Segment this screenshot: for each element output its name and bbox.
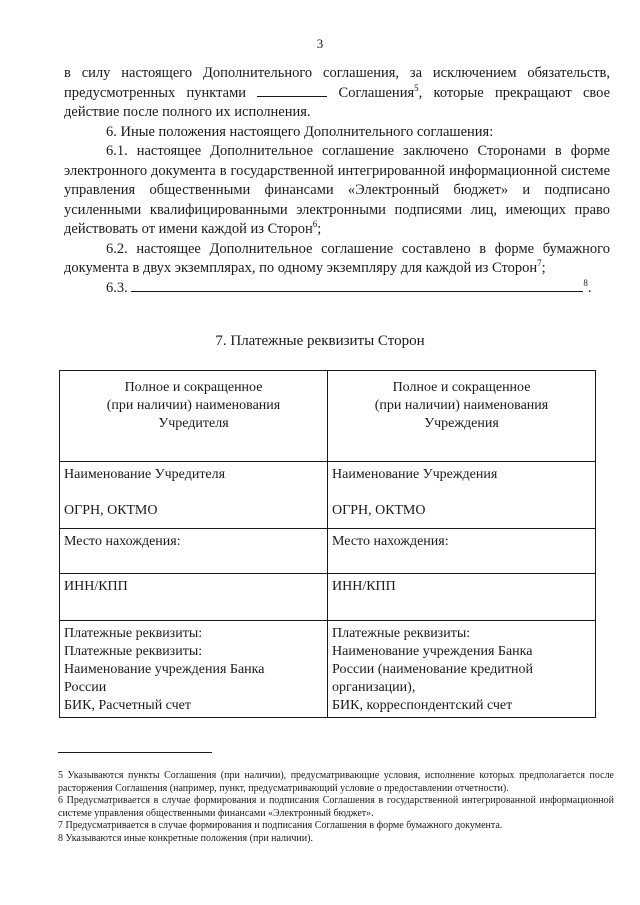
blank-line — [131, 279, 583, 292]
footnote-8: 8 Указываются иные конкретные положения (при наличии). — [58, 832, 313, 844]
footnote-ref-6: 6 — [312, 219, 318, 230]
footnotes — [58, 770, 614, 846]
footnote-separator — [58, 752, 212, 753]
paragraph-6-3: 6.3. $^8$. — [106, 277, 592, 296]
footnote-7: 7 Предусматривается в случае формирования и подписания Соглашения в форме бумажного документа. — [58, 820, 503, 832]
institution-header-cell: Полное и сокращенное (при наличии) наименования Учреждения — [328, 371, 596, 462]
section-title: 7. Платежные реквизиты Сторон — [215, 333, 425, 349]
founder-inn-cell: ИНН/КПП — [60, 574, 328, 621]
institution-inn-cell: ИНН/КПП — [328, 574, 596, 621]
institution-location-cell: Место нахождения: — [328, 529, 596, 574]
table-row — [60, 574, 596, 621]
table-row — [60, 462, 596, 529]
body-text — [64, 64, 610, 298]
table-header-row — [60, 371, 596, 462]
table-row — [60, 529, 596, 574]
founder-name-cell: Наименование Учредителя ОГРН, ОКТМО — [60, 462, 328, 529]
founder-location-cell: Место нахождения: — [60, 529, 328, 574]
institution-name-cell: Наименование Учреждения ОГРН, ОКТМО — [328, 462, 596, 529]
paragraph-6-1: 6.1. настоящее Дополнительное соглашение заключено Сторонами в форме электронного документа в государственной интегрированной информационной системе управления общественными финансами «Электронный бюджет» и подписано усиленными квалифицированными электронными подписями лиц, имеющих право действовать от имени каждой из Сторон$^6$; — [64, 143, 610, 237]
paragraph-termination: в силу настоящего Дополнительного соглашения, за исключением обязательств, предусмотренных пунктами Соглашения$^5$, которые прекращают свое действие после полного их исполнения. — [64, 65, 610, 120]
footnote-ref-8: 8 — [583, 277, 588, 288]
footnote-ref-7: 7 — [537, 258, 542, 269]
paragraph-other-provisions: 6. Иные положения настоящего Дополнительного соглашения: — [106, 123, 494, 140]
founder-header-cell: Полное и сокращенное (при наличии) наименования Учредителя — [60, 371, 328, 462]
institution-payment-cell: Платежные реквизиты: Наименование учреждения Банка России (наименование кредитной организации), БИК, корреспондентский счет — [328, 621, 596, 718]
founder-payment-cell: Платежные реквизиты: Платежные реквизиты: Наименование учреждения Банка России БИК, Расчетный счет — [60, 621, 328, 718]
paragraph-6-2: 6.2. настоящее Дополнительное соглашение составлено в форме бумажного документа в двух экземплярах, по одному экземпляру для каждой из Сторон$^7$; — [64, 240, 610, 276]
page-number: 3 — [316, 36, 324, 51]
blank-line — [257, 84, 327, 97]
payment-details-table — [59, 370, 596, 718]
footnote-ref-5: 5 — [414, 82, 419, 93]
footnote-5: 5 Указываются пункты Соглашения (при наличии), предусматривающие условия, исполнение которых предполагается после расторжения Соглашения (например, пункт, предусматривающий условие о предоставлении отчетности). — [58, 770, 614, 794]
footnote-6: 6 Предусматривается в случае формирования и подписания Соглашения в государственной интегрированной информационной системе управления общественными финансами «Электронный бюджет». — [58, 795, 614, 819]
table-row — [60, 621, 596, 718]
